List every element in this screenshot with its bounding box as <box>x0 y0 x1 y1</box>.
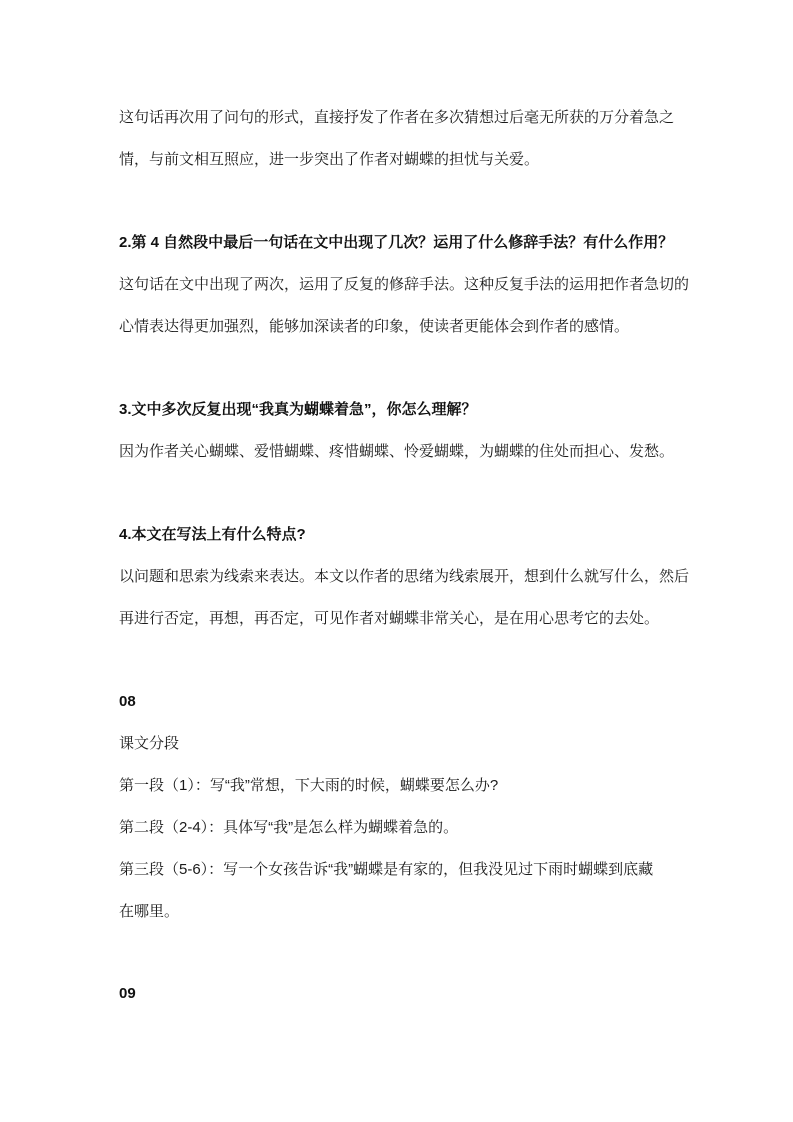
answer-line: 因为作者关心蝴蝶、爱惜蝴蝶、疼惜蝴蝶、怜爱蝴蝶，为蝴蝶的住处而担心、发愁。 <box>119 443 675 460</box>
answer-line: 以问题和思索为线索来表达。本文以作者的思绪为线索展开，想到什么就写什么，然后 <box>119 568 690 585</box>
segment-line: 在哪里。 <box>119 903 180 920</box>
section-subtitle: 课文分段 <box>119 735 180 752</box>
answer-line: 心情表达得更加强烈，能够加深读者的印象，使读者更能体会到作者的感情。 <box>119 318 630 335</box>
section-number: 09 <box>119 985 136 1002</box>
segment-line: 第一段（1）：写“我”常想，下大雨的时候，蝴蝶要怎么办? <box>119 777 499 794</box>
paragraph-line: 这句话再次用了问句的形式，直接抒发了作者在多次猜想过后毫无所获的万分着急之 <box>119 109 675 126</box>
question-heading: 3.文中多次反复出现“我真为蝴蝶着急”，你怎么理解？ <box>119 401 477 418</box>
segment-line: 第三段（5-6）：写一个女孩告诉“我”蝴蝶是有家的，但我没见过下雨时蝴蝶到底藏 <box>119 861 654 878</box>
segment-line: 第二段（2-4）：具体写“我”是怎么样为蝴蝶着急的。 <box>119 819 459 836</box>
answer-line: 再进行否定，再想，再否定，可见作者对蝴蝶非常关心，是在用心思考它的去处。 <box>119 610 660 627</box>
answer-line: 这句话在文中出现了两次，运用了反复的修辞手法。这种反复手法的运用把作者急切的 <box>119 276 690 293</box>
question-heading: 4.本文在写法上有什么特点? <box>119 526 306 543</box>
paragraph-line: 情，与前文相互照应，进一步突出了作者对蝴蝶的担忧与关爱。 <box>119 151 540 168</box>
section-number: 08 <box>119 693 136 710</box>
question-heading: 2.第 4 自然段中最后一句话在文中出现了几次？运用了什么修辞手法？有什么作用？ <box>119 234 674 251</box>
